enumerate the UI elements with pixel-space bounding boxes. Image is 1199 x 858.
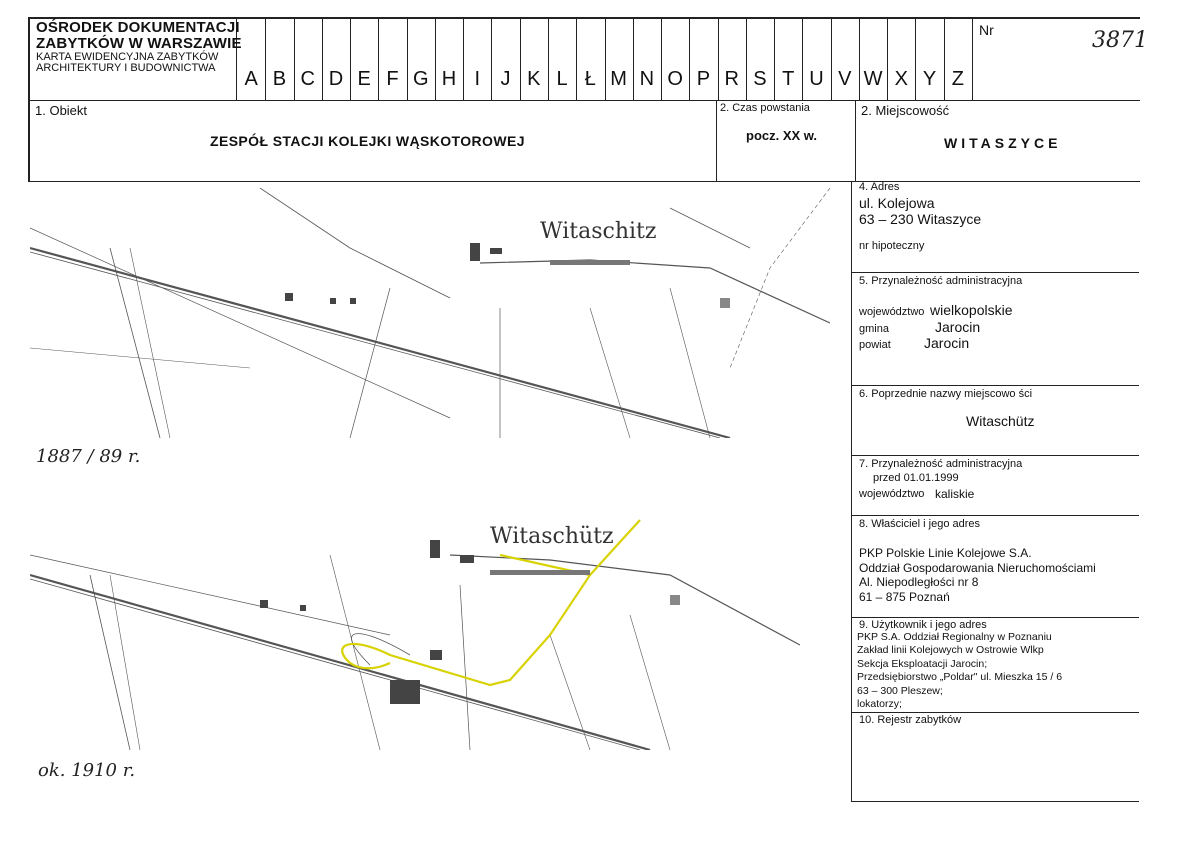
wlasciciel-line: Oddział Gospodarowania Nieruchomościami bbox=[859, 560, 1096, 575]
poprzednie-label: 6. Poprzednie nazwy miejscowo ści bbox=[859, 388, 1033, 400]
nr-hipoteczny-label: nr hipoteczny bbox=[859, 240, 925, 252]
letter-divider bbox=[548, 17, 549, 101]
czas-divider-right bbox=[855, 100, 856, 182]
letter-divider bbox=[859, 17, 860, 101]
letter-W: W bbox=[863, 68, 883, 90]
letter-divider bbox=[802, 17, 803, 101]
letter-divider bbox=[378, 17, 379, 101]
letter-divider bbox=[831, 17, 832, 101]
uzytkownik-line: Przedsiębiorstwo „Poldar" ul. Mieszka 15 / 6 bbox=[857, 671, 1063, 684]
czas-divider-left bbox=[716, 100, 717, 182]
letter-divider bbox=[633, 17, 634, 101]
map2-caption: ok. 1910 r. bbox=[38, 760, 136, 781]
powiat-label: powiat bbox=[859, 339, 891, 351]
wlasciciel-label: 8. Właściciel i jego adres bbox=[859, 518, 981, 530]
czas-value: pocz. XX w. bbox=[746, 128, 818, 143]
powiat-value: Jarocin bbox=[924, 335, 970, 351]
rejestr-label: 10. Rejestr zabytków bbox=[859, 714, 962, 726]
letter-divider bbox=[605, 17, 606, 101]
sec4-bottom bbox=[851, 272, 1139, 273]
wlasciciel-address bbox=[859, 546, 1096, 604]
letter-L: L bbox=[556, 68, 568, 90]
letter-K: K bbox=[527, 68, 541, 90]
letter-F: F bbox=[386, 68, 399, 90]
uzytkownik-line: lokatorzy; bbox=[857, 698, 902, 711]
adres-label: 4. Adres bbox=[859, 181, 900, 193]
map1-caption: 1887 / 89 r. bbox=[36, 446, 141, 467]
nr-label: Nr bbox=[979, 22, 994, 38]
letter-divider bbox=[718, 17, 719, 101]
letter-S: S bbox=[753, 68, 767, 90]
adres-street: ul. Kolejowa bbox=[859, 195, 935, 211]
sec5-bottom bbox=[851, 385, 1139, 386]
letter-divider bbox=[407, 17, 408, 101]
letter-O: O bbox=[667, 68, 683, 90]
nr-divider bbox=[972, 17, 973, 101]
poprzednie-value: Witaschütz bbox=[966, 413, 1035, 429]
letter-divider bbox=[774, 17, 775, 101]
letter-Z: Z bbox=[951, 68, 964, 90]
header-bottom-line bbox=[28, 100, 1140, 101]
gmina-label: gmina bbox=[859, 323, 889, 335]
letter-Ł: Ł bbox=[584, 68, 596, 90]
letter-divider bbox=[746, 17, 747, 101]
letter-G: G bbox=[412, 68, 429, 90]
przed1999-label: 7. Przynależność administracyjna bbox=[859, 458, 1023, 470]
map1-town-label: Witaschitz bbox=[540, 219, 657, 244]
letter-P: P bbox=[696, 68, 711, 90]
letter-E: E bbox=[357, 68, 371, 90]
uzytkownik-label: 9. Użytkownik i jego adres bbox=[859, 619, 987, 631]
letter-divider bbox=[350, 17, 351, 101]
letter-J: J bbox=[500, 68, 511, 90]
letter-X: X bbox=[894, 68, 908, 90]
uzytkownik-line: Zakład linii Kolejowych w Ostrowie Wlkp bbox=[857, 644, 1044, 657]
letter-I: I bbox=[474, 68, 481, 90]
right-column-border bbox=[851, 181, 852, 801]
map-1887 bbox=[30, 188, 830, 438]
czas-label: 2. Czas powstania bbox=[720, 102, 810, 114]
sec10-bottom bbox=[851, 801, 1139, 802]
org-subtitle-line1: KARTA EWIDENCYJNA ZABYTKÓW bbox=[36, 50, 219, 63]
letter-R: R bbox=[724, 68, 739, 90]
letter-T: T bbox=[782, 68, 795, 90]
obiekt-value: ZESPÓŁ STACJI KOLEJKI WĄSKOTOROWEJ bbox=[210, 133, 525, 149]
letter-U: U bbox=[809, 68, 824, 90]
letter-A: A bbox=[244, 68, 258, 90]
letter-divider bbox=[661, 17, 662, 101]
uzytkownik-address bbox=[857, 631, 1062, 711]
wlasciciel-line: Al. Niepodległości nr 8 bbox=[859, 575, 979, 589]
org-name-line1: OŚRODEK DOKUMENTACJI bbox=[36, 19, 240, 36]
letter-H: H bbox=[441, 68, 457, 90]
letter-B: B bbox=[272, 68, 287, 90]
adres-postal: 63 – 230 Witaszyce bbox=[859, 211, 982, 227]
wlasciciel-line: PKP Polskie Linie Kolejowe S.A. bbox=[859, 546, 1032, 560]
letter-V: V bbox=[838, 68, 852, 90]
letter-divider bbox=[322, 17, 323, 101]
wojewodztwo-label: województwo bbox=[859, 306, 925, 318]
miejscowosc-value: WITASZYCE bbox=[944, 135, 1062, 151]
miejscowosc-label: 2. Miejscowość bbox=[861, 103, 950, 118]
letter-divider bbox=[265, 17, 266, 101]
letter-divider bbox=[435, 17, 436, 101]
przed1999-date: przed 01.01.1999 bbox=[873, 472, 959, 484]
wlasciciel-line: 61 – 875 Poznań bbox=[859, 589, 950, 604]
map-1910 bbox=[30, 515, 800, 750]
gmina-value: Jarocin bbox=[935, 319, 981, 335]
przed1999-woj-label: województwo bbox=[859, 488, 925, 500]
organization-header bbox=[36, 20, 242, 75]
map2-town-label: Witaschütz bbox=[490, 524, 614, 549]
letter-divider bbox=[915, 17, 916, 101]
obiekt-label: 1. Obiekt bbox=[35, 103, 88, 118]
letter-divider bbox=[463, 17, 464, 101]
przed1999-woj-value: kaliskie bbox=[935, 487, 975, 501]
letter-divider bbox=[887, 17, 888, 101]
title-row-bottom-line bbox=[28, 181, 1140, 182]
org-subtitle-line2: ARCHITEKTURY I BUDOWNICTWA bbox=[36, 62, 216, 75]
letter-divider bbox=[491, 17, 492, 101]
sec6-bottom bbox=[851, 455, 1139, 456]
sec8-bottom bbox=[851, 617, 1139, 618]
letter-D: D bbox=[328, 68, 344, 90]
letter-M: M bbox=[610, 68, 627, 90]
wojewodztwo-value: wielkopolskie bbox=[930, 302, 1013, 318]
sec7-bottom bbox=[851, 515, 1139, 516]
letter-Y: Y bbox=[922, 68, 937, 90]
sec9-bottom bbox=[851, 712, 1139, 713]
uzytkownik-line: 63 – 300 Pleszew; bbox=[857, 684, 943, 697]
uzytkownik-line: PKP S.A. Oddział Regionalny w Poznaniu bbox=[857, 631, 1052, 643]
letter-divider bbox=[520, 17, 521, 101]
org-name-line2: ZABYTKÓW W WARSZAWIE bbox=[36, 34, 242, 52]
letter-N: N bbox=[639, 68, 655, 90]
letter-C: C bbox=[300, 68, 315, 90]
letter-divider bbox=[944, 17, 945, 101]
uzytkownik-line: Sekcja Eksploatacji Jarocin; bbox=[857, 657, 988, 670]
letter-divider bbox=[576, 17, 577, 101]
nr-value: 3871 bbox=[1092, 28, 1148, 53]
letter-divider bbox=[689, 17, 690, 101]
przynaleznosc-label: 5. Przynależność administracyjna bbox=[859, 275, 1023, 287]
letter-divider bbox=[294, 17, 295, 101]
